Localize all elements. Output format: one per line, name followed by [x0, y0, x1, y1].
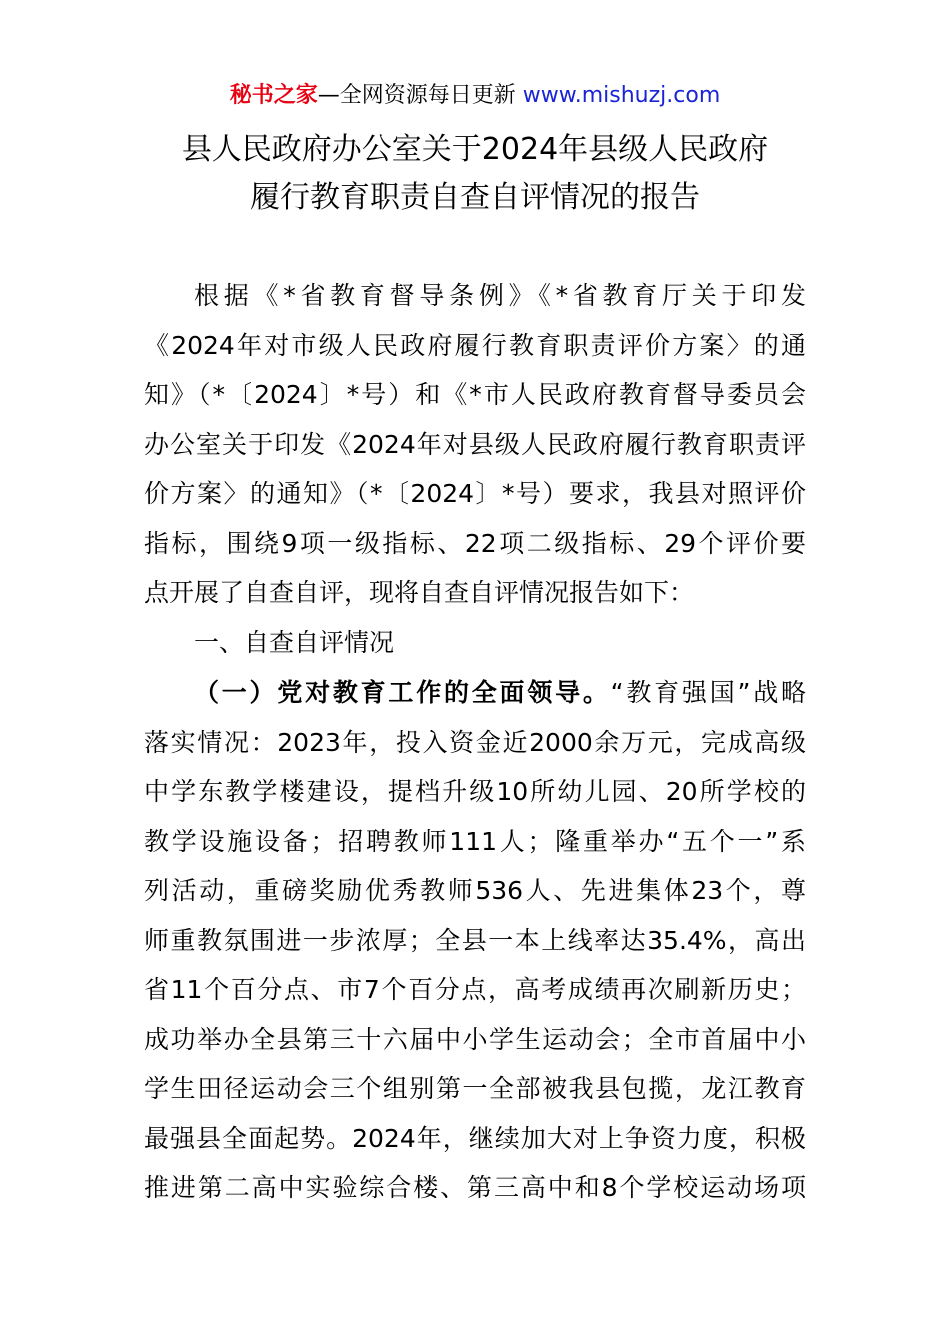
paragraph-2-line-5: 列活动，重磅奖励优秀教师536人、先进集体23个，尊 — [144, 876, 806, 905]
paragraph-2-line-8: 成功举办全县第三十六届中小学生运动会；全市首届中小 — [144, 1025, 806, 1054]
report-title-line-1: 县人民政府办公室关于2024年县级人民政府 — [181, 132, 769, 167]
paragraph-2-line-10: 最强县全面起势。2024年，继续加大对上争资力度，积极 — [144, 1124, 806, 1153]
paragraph-1-line-1: 根据《*省教育督导条例》《*省教育厅关于印发 — [194, 281, 806, 310]
paragraph-1-line-5: 价方案〉的通知》（*〔2024〕*号）要求，我县对照评价 — [144, 479, 806, 508]
paragraph-2-line-6: 师重教氛围进一步浓厚；全县一本上线率达35.4%，高出 — [144, 926, 806, 955]
paragraph-2-line-2: 落实情况：2023年，投入资金近2000余万元，完成高级 — [144, 728, 806, 757]
subsection-heading: （一）党对教育工作的全面领导。 — [194, 678, 611, 707]
paragraph-2-line-3: 中学东教学楼建设，提档升级10所幼儿园、20所学校的 — [144, 777, 806, 806]
paragraph-2-line-11: 推进第二高中实验综合楼、第三高中和8个学校运动场项 — [144, 1173, 806, 1202]
paragraph-2-line-1-rest: “教育强国”战略 — [610, 678, 806, 707]
brand-name: 秘书之家 — [229, 83, 318, 108]
header-tagline: —全网资源每日更新 — [317, 83, 523, 108]
site-link[interactable]: www.mishuzj.com — [522, 83, 721, 108]
paragraph-2-line-1 — [194, 675, 806, 711]
paragraph-2-line-9: 学生田径运动会三个组别第一全部被我县包揽，龙江教育 — [144, 1074, 806, 1103]
section-heading-1: 一、自查自评情况 — [194, 628, 395, 657]
paragraph-1-line-4: 办公室关于印发《2024年对县级人民政府履行教育职责评 — [144, 430, 806, 459]
paragraph-1-line-7: 点开展了自查自评，现将自查自评情况报告如下： — [144, 578, 695, 607]
paragraph-1-line-3: 知》（*〔2024〕*号）和《*市人民政府教育督导委员会 — [144, 380, 806, 409]
paragraph-2-line-4: 教学设施设备；招聘教师111人；隆重举办“五个一”系 — [144, 827, 806, 856]
paragraph-1-line-6: 指标，围绕9项一级指标、22项二级指标、29个评价要 — [144, 529, 806, 558]
paragraph-2-line-7: 省11个百分点、市7个百分点，高考成绩再次刷新历史； — [144, 975, 806, 1004]
site-header — [0, 80, 950, 112]
paragraph-1-line-2: 《2024年对市级人民政府履行教育职责评价方案〉的通 — [144, 331, 806, 360]
report-title-line-2: 履行教育职责自查自评情况的报告 — [250, 180, 700, 215]
